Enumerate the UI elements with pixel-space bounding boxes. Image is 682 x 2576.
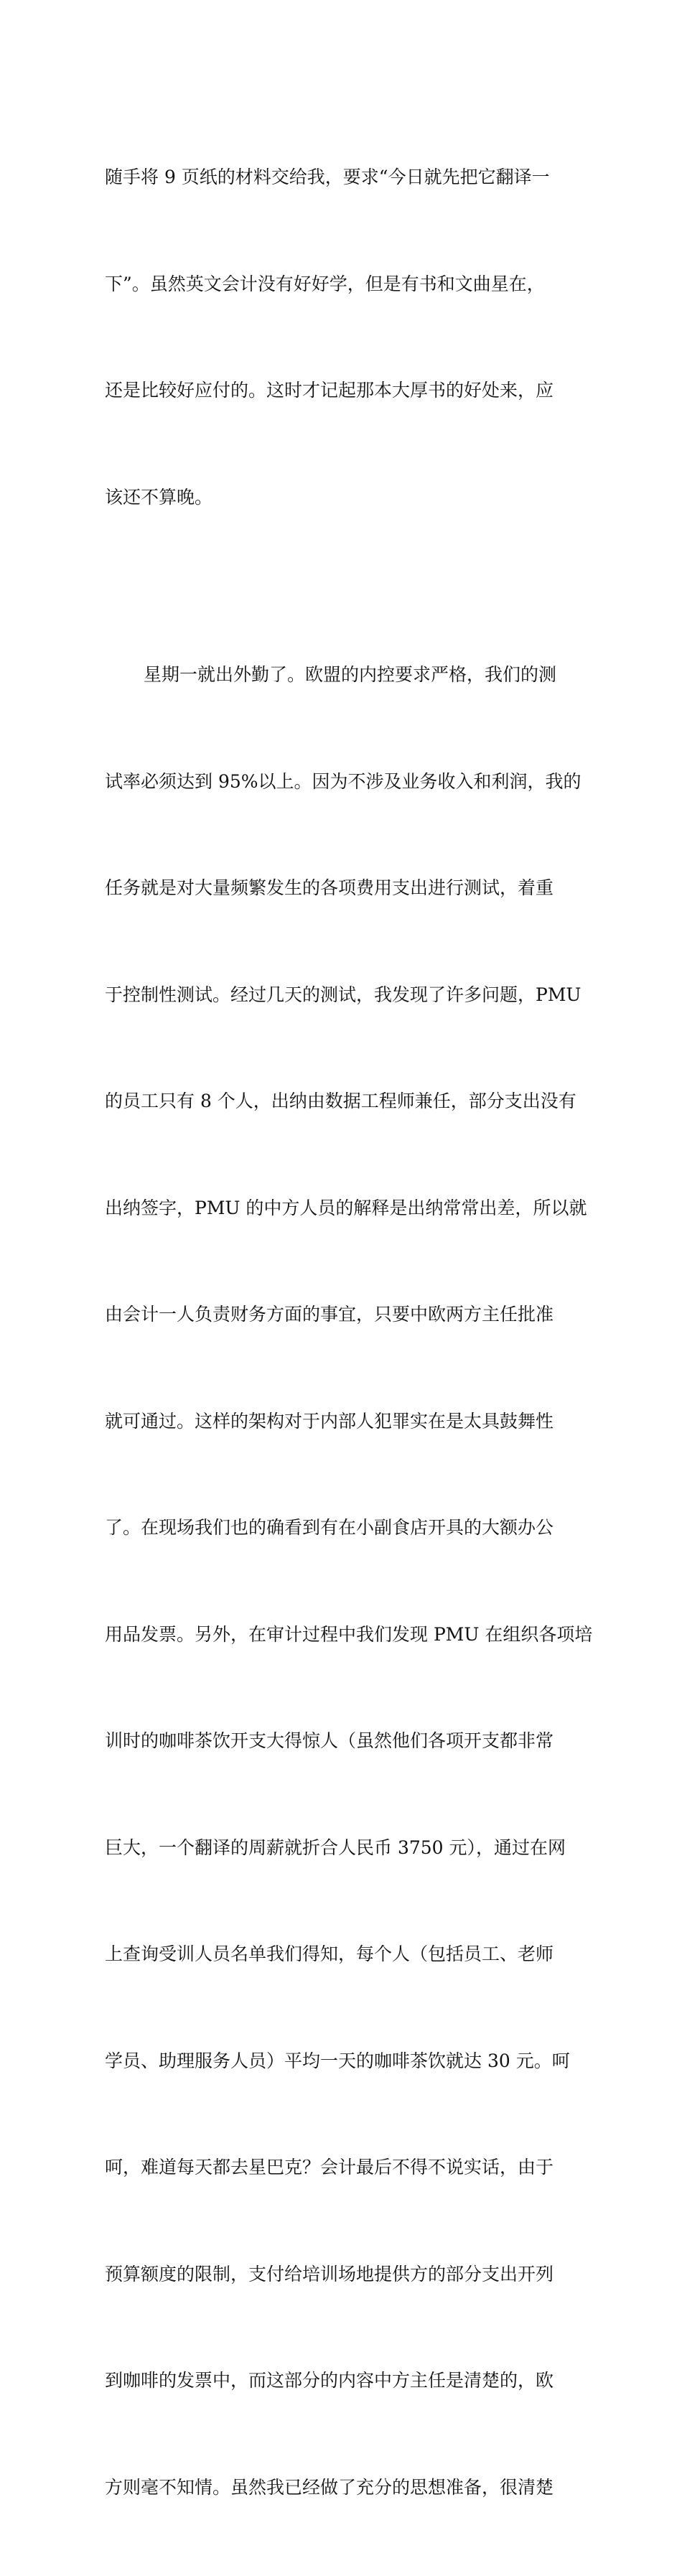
paragraph-1 — [105, 88, 586, 586]
paragraph-2 — [105, 586, 593, 2576]
text-line: 到咖啡的发票中，而这部分的内容中方主任是清楚的，欧 — [105, 2370, 554, 2391]
text-line: 出纳签字，PMU 的中方人员的解释是出纳常常出差，所以就 — [105, 1197, 587, 1218]
text-line: 星期一就出外勤了。欧盟的内控要求严格，我们的测 — [144, 664, 557, 685]
text-line: 下”。虽然英文会计没有好好学，但是有书和文曲星在， — [105, 273, 545, 294]
text-line: 训时的咖啡茶饮开支大得惊人（虽然他们各项开支都非常 — [105, 1730, 554, 1751]
text-line: 用品发票。另外，在审计过程中我们发现 PMU 在组织各项培 — [105, 1623, 593, 1645]
body-text — [105, 88, 593, 2576]
text-line: 任务就是对大量频繁发生的各项费用支出进行测试，着重 — [105, 877, 554, 898]
text-line: 呵，难道每天都去星巴克？会计最后不得不说实话，由于 — [105, 2157, 554, 2178]
text-line: 随手将 9 页纸的材料交给我，要求“今日就先把它翻译一 — [105, 167, 550, 187]
text-line: 试率必须达到 95%以上。因为不涉及业务收入和利润，我的 — [105, 770, 581, 792]
text-line: 于控制性测试。经过几天的测试，我发现了许多问题，PMU — [105, 984, 581, 1005]
text-line: 方则毫不知情。虽然我已经做了充分的思想准备，很清楚 — [105, 2476, 554, 2498]
text-line: 上查询受训人员名单我们得知，每个人（包括员工、老师 — [105, 1943, 554, 1964]
text-line: 还是比较好应付的。这时才记起那本大厚书的好处来，应 — [105, 380, 554, 401]
text-line: 该还不算晚。 — [105, 486, 213, 508]
text-line: 预算额度的限制，支付给培训场地提供方的部分支出开列 — [105, 2263, 554, 2285]
text-line: 了。在现场我们也的确看到有在小副食店开具的大额办公 — [105, 1517, 554, 1538]
text-line: 学员、助理服务人员）平均一天的咖啡茶饮就达 30 元。呵 — [105, 2050, 570, 2071]
text-line: 的员工只有 8 个人，出纳由数据工程师兼任，部分支出没有 — [105, 1091, 576, 1111]
text-line: 由会计一人负责财务方面的事宜，只要中欧两方主任批准 — [105, 1304, 554, 1325]
text-line: 巨大，一个翻译的周薪就折合人民币 3750 元），通过在网 — [105, 1837, 566, 1858]
text-line: 就可通过。这样的架构对于内部人犯罪实在是太具鼓舞性 — [105, 1410, 554, 1432]
